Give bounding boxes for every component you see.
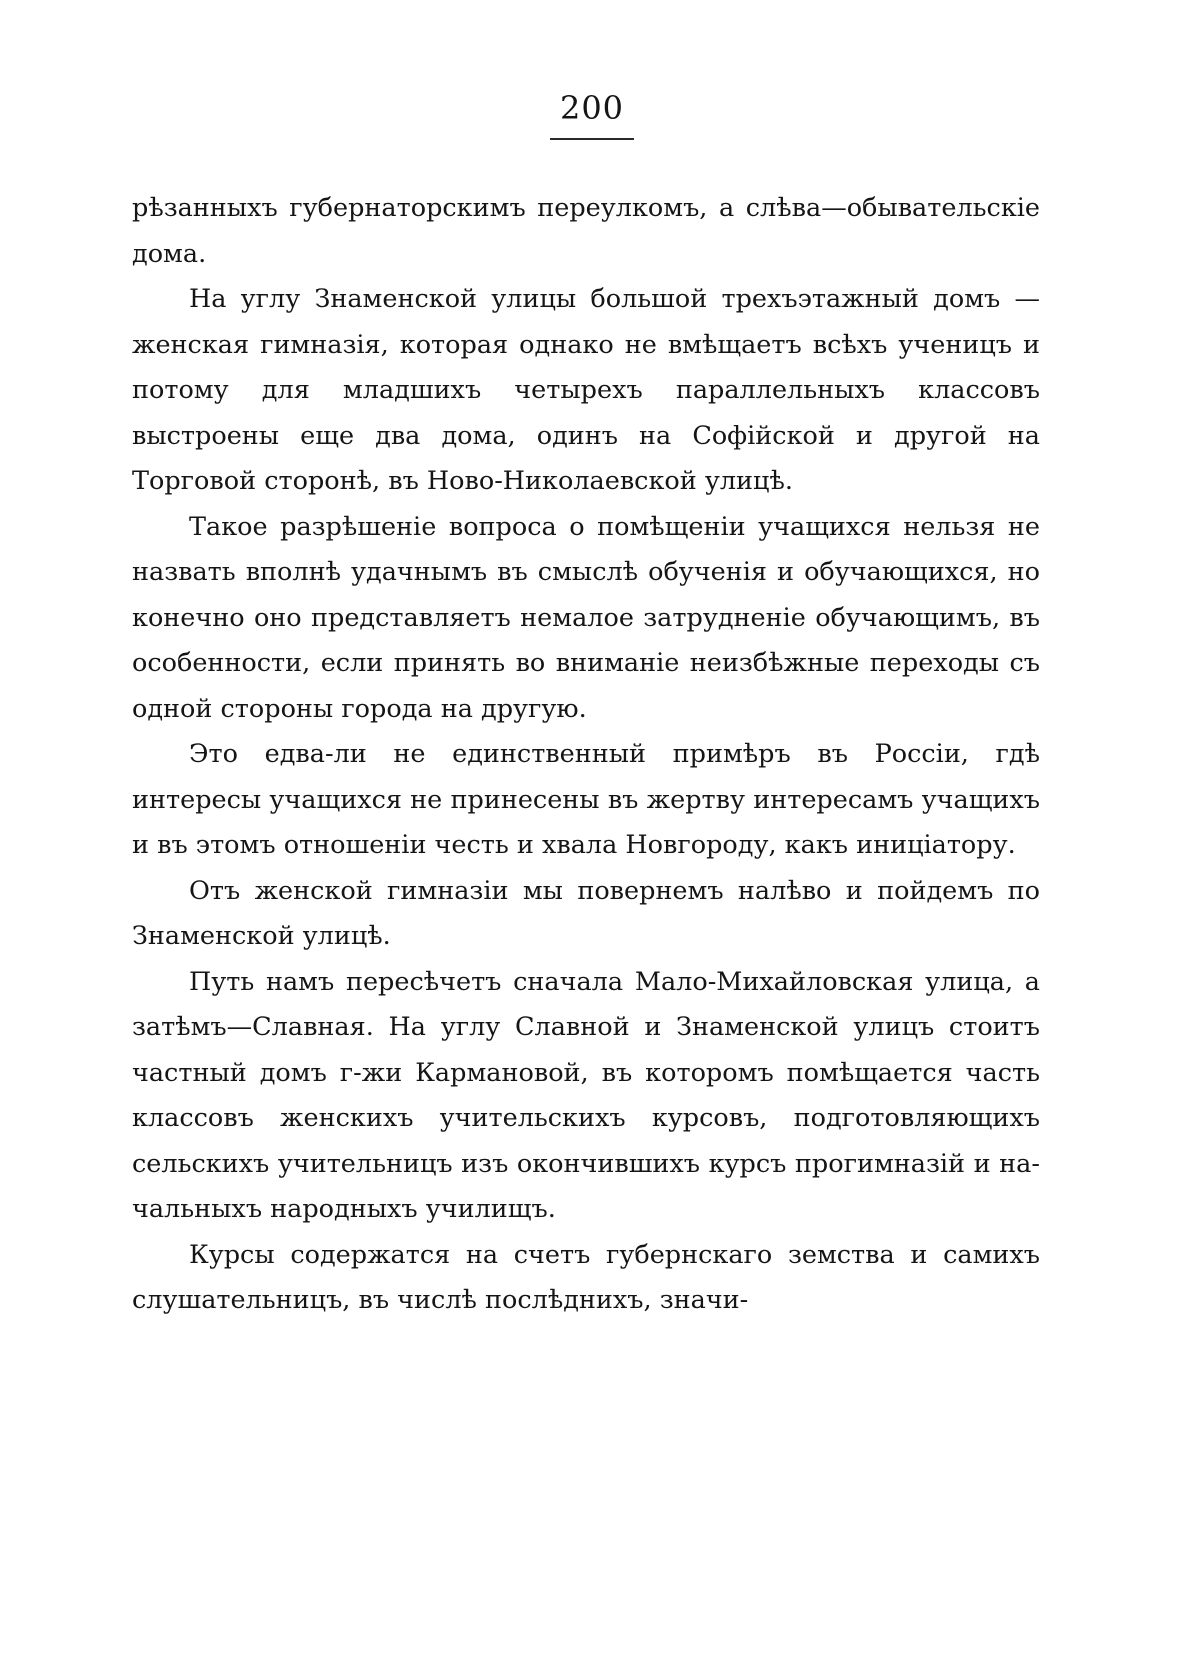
paragraph-school-placement: Такое разрѣшеніе вопроса о помѣщеніи учащихся нельзя не назвать вполнѣ удачнымъ въ смыслѣ обученія и обучающихся, но конечно оно представляетъ немалое затрудненіе обучающимъ, въ особенности, если принять во вниманіе неизбѣжные переходы съ одной стороны города на другую. (132, 511, 1040, 724)
paragraph-karmanova-house: Путь намъ пересѣчетъ сначала Мало-Михайловская улица, а затѣмъ—Славная. На углу Славной и Знаменской улицъ стоитъ частный домъ г-жи Кармановой, въ которомъ помѣщается часть классовъ женскихъ учительскихъ курсовъ, подготовляющихъ сельскихъ учительницъ изъ окончившихъ курсъ прогимназій и начальныхъ народныхъ училищъ. (132, 966, 1040, 1224)
paragraph-womens-gymnasium: На углу Знаменской улицы большой трехъэтажный домъ —женская гимназія, которая однако не вмѣщаетъ всѣхъ ученицъ и потому для младшихъ четырехъ параллельныхъ классовъ выстроены еще два дома, одинъ на Софійской и другой на Торговой сторонѣ, въ Ново-Николаевской улицѣ. (132, 284, 1040, 496)
paragraph-continued: рѣзанныхъ губернаторскимъ переулкомъ, а слѣва—обывательскіе дома. (132, 193, 1040, 269)
page-number-underline (550, 138, 634, 140)
paragraph-turn-left: Отъ женской гимназіи мы повернемъ налѣво и пойдемъ по Знаменской улицѣ. (132, 875, 1040, 951)
paragraph-courses-funding: Курсы содержатся на счетъ губернскаго земства и самихъ слушательницъ, въ числѣ послѣднихъ, значи- (132, 1239, 1040, 1315)
paragraph-unique-example: Это едва-ли не единственный примѣръ въ Россіи, гдѣ интересы учащихся не принесены въ жертву интересамъ учащихъ и въ этомъ отношеніи честь и хвала Новгороду, какъ иниціатору. (132, 739, 1040, 860)
page-body-text (132, 186, 1040, 1324)
page-number: 200 (559, 89, 625, 127)
